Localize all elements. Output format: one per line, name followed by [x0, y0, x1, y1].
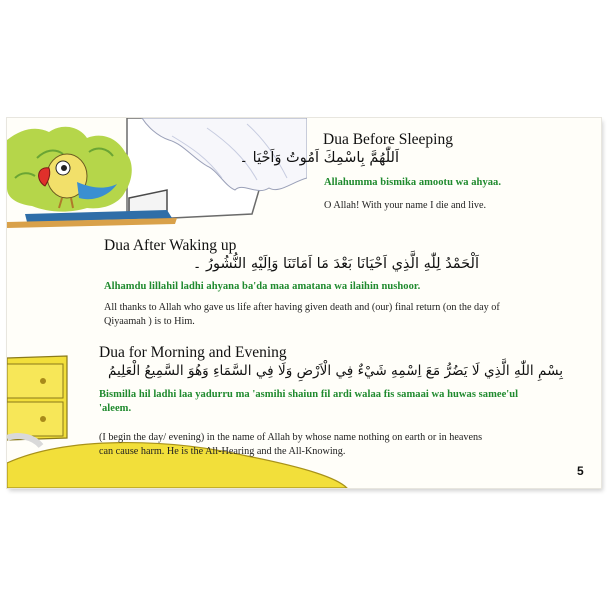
section-2-transliteration: Alhamdu lillahil ladhi ahyana ba'da maa amatana wa ilaihin nushoor. — [104, 281, 421, 292]
section-1-meaning: O Allah! With your name I die and live. — [324, 200, 487, 211]
section-3-arabic-text: بِسْمِ اللّٰهِ الَّذِي لَا يَضُرُّ مَعَ اِسْمِهِ شَيْءٌ فِي الْاَرْضِ وَلَا فِي السَّمَاءِ وَهُوَ السَّمِيعُ الْعَلِيمُ — [107, 363, 563, 379]
section-3-meaning-line-1: (I begin the day/ evening) in the name of Allah by whose name nothing on earth or in heavens — [99, 432, 483, 443]
section-2-heading: Dua After Waking up — [104, 237, 237, 254]
page-number: 5 — [577, 464, 584, 478]
section-1-heading: Dua Before Sleeping — [323, 131, 453, 148]
section-2-meaning-line-1: All thanks to Allah who gave us life after having given death and (our) final return (on the day of — [104, 302, 500, 313]
section-2-meaning-line-2: Qiyaamah ) is to Him. — [104, 316, 195, 327]
book-page — [7, 118, 601, 488]
section-3-heading: Dua for Morning and Evening — [99, 344, 287, 361]
section-2-arabic-text: اَلْحَمْدُ لِلّٰهِ الَّذِي اَحْيَانَا بَعْدَ مَا اَمَاتَنَا وَاِلَيْهِ النُّشُورُ ۔ — [192, 256, 479, 272]
section-3-transliteration-line-2: 'aleem. — [99, 403, 132, 414]
section-3-transliteration — [99, 388, 518, 416]
section-2-meaning — [104, 301, 564, 329]
section-3-transliteration-line-1: Bismilla hil ladhi laa yadurru ma 'asmihi shaiun fil ardi walaa fis samaai wa huwas samee'ul — [99, 389, 519, 400]
section-3-meaning-line-2: can cause harm. He is the All-Hearing and the All-Knowing. — [99, 446, 346, 457]
section-3-meaning — [99, 431, 569, 459]
section-1-arabic-text: اَللّٰهُمَّ بِاسْمِكَ اَمُوتُ وَاَحْيَا ۔ — [239, 150, 399, 166]
section-1-transliteration: Allahumma bismika amootu wa ahyaa. — [324, 177, 502, 188]
